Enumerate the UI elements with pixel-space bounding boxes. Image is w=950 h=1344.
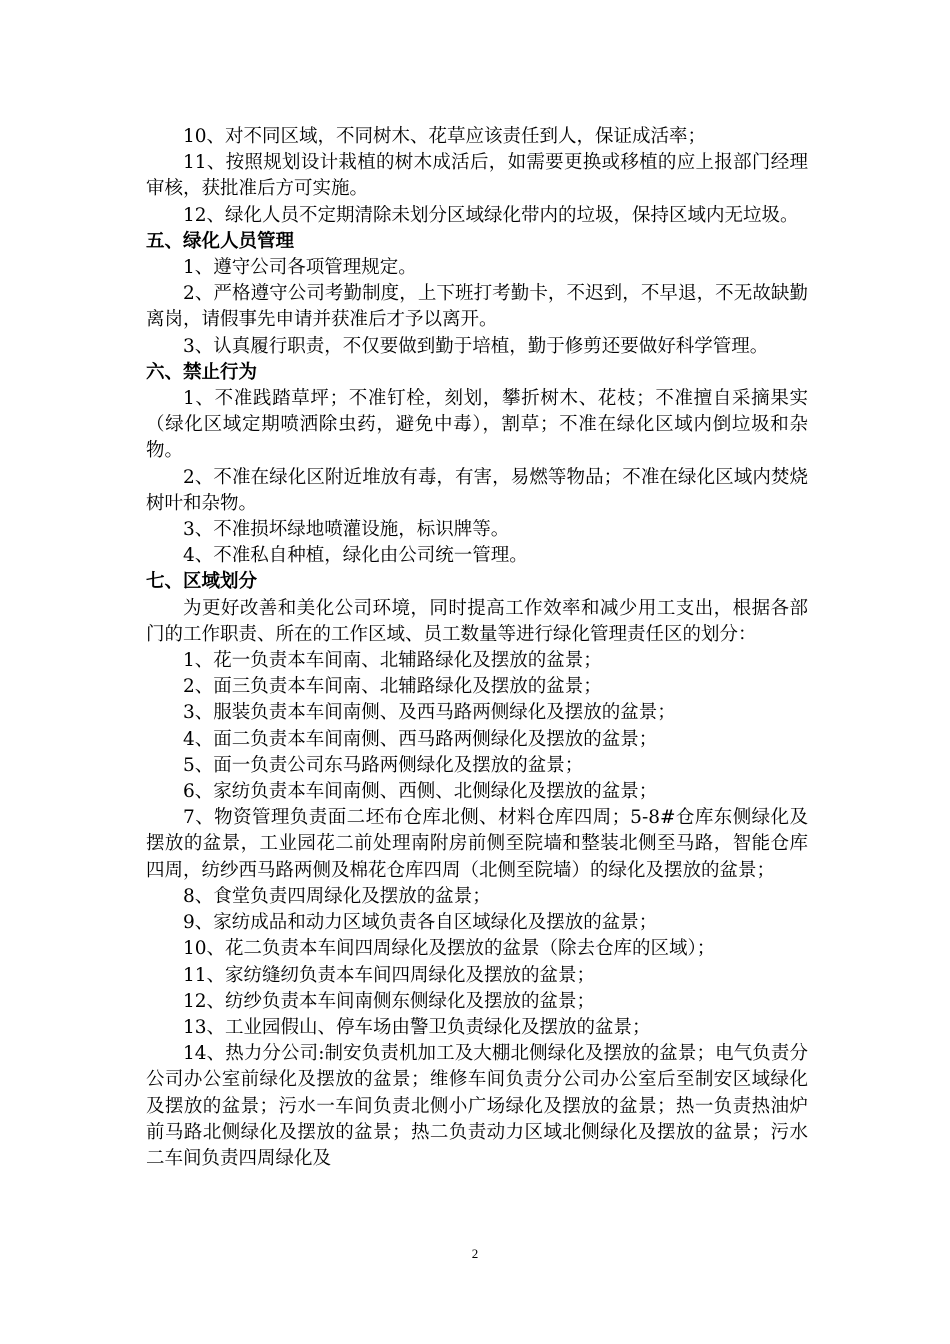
page-number: 2 (471, 1246, 479, 1261)
paragraph: 7、物资管理负责面二坯布仓库北侧、材料仓库四周；5-8#仓库东侧绿化及摆放的盆景，工业园花二前处理南附房前侧至院墙和整装北侧至马路，智能仓库四周，纺纱西马路两侧及棉花仓库四周（北侧至院墙）的绿化及摆放的盆景； (146, 807, 808, 881)
paragraph: 为更好改善和美化公司环境，同时提高工作效率和减少用工支出，根据各部门的工作职责、所在的工作区域、员工数量等进行绿化管理责任区的划分： (146, 597, 808, 645)
paragraph: 2、面三负责本车间南、北辅路绿化及摆放的盆景； (183, 676, 602, 698)
section-heading: 七、区域划分 (146, 571, 258, 593)
paragraph: 12、纺纱负责本车间南侧东侧绿化及摆放的盆景； (183, 990, 596, 1012)
paragraph: 12、绿化人员不定期清除未划分区域绿化带内的垃圾，保持区域内无垃圾。 (183, 204, 799, 226)
paragraph: 1、遵守公司各项管理规定。 (183, 257, 417, 279)
document-body (146, 124, 808, 1172)
paragraph: 14、热力分公司:制安负责机加工及大棚北侧绿化及摆放的盆景；电气负责分公司办公室前绿化及摆放的盆景；维修车间负责分公司办公室后至制安区域绿化及摆放的盆景；污水一车间负责北侧小广场绿化及摆放的盆景；热一负责热油炉前马路北侧绿化及摆放的盆景；热二负责动力区域北侧绿化及摆放的盆景；污水二车间负责四周绿化及 (146, 1043, 808, 1169)
paragraph: 9、家纺成品和动力区域负责各自区域绿化及摆放的盆景； (183, 912, 658, 934)
paragraph: 5、面一负责公司东马路两侧绿化及摆放的盆景； (183, 754, 584, 776)
paragraph: 4、面二负责本车间南侧、西马路两侧绿化及摆放的盆景； (183, 728, 658, 750)
paragraph: 13、工业园假山、停车场由警卫负责绿化及摆放的盆景； (183, 1016, 651, 1038)
paragraph: 6、家纺负责本车间南侧、西侧、北侧绿化及摆放的盆景； (183, 781, 658, 803)
section-heading: 六、禁止行为 (146, 361, 258, 383)
paragraph: 10、对不同区域，不同树木、花草应该责任到人，保证成活率； (183, 126, 707, 147)
paragraph: 8、食堂负责四周绿化及摆放的盆景； (183, 885, 491, 907)
paragraph: 3、认真履行职责，不仅要做到勤于培植，勤于修剪还要做好科学管理。 (183, 335, 769, 357)
paragraph: 10、花二负责本车间四周绿化及摆放的盆景（除去仓库的区域）； (183, 938, 716, 960)
paragraph: 1、花一负责本车间南、北辅路绿化及摆放的盆景； (183, 650, 602, 672)
paragraph: 2、不准在绿化区附近堆放有毒，有害，易燃等物品；不准在绿化区域内焚烧树叶和杂物。 (146, 466, 808, 514)
paragraph: 11、家纺缝纫负责本车间四周绿化及摆放的盆景； (183, 964, 596, 986)
paragraph: 11、按照规划设计栽植的树木成活后，如需要更换或移植的应上报部门经理审核，获批准后方可实施。 (146, 152, 808, 200)
paragraph: 2、严格遵守公司考勤制度，上下班打考勤卡，不迟到，不早退，不无故缺勤离岗，请假事先申请并获准后才予以离开。 (146, 283, 808, 331)
paragraph: 3、不准损坏绿地喷灌设施，标识牌等。 (183, 519, 510, 541)
section-heading: 五、绿化人员管理 (146, 230, 295, 252)
paragraph: 1、不准践踏草坪；不准钉栓，刻划，攀折树木、花枝；不准擅自采摘果实（绿化区域定期喷洒除虫药，避免中毒），割草；不准在绿化区域内倒垃圾和杂物。 (146, 388, 808, 462)
paragraph: 3、服装负责本车间南侧、及西马路两侧绿化及摆放的盆景； (183, 702, 676, 724)
paragraph: 4、不准私自种植，绿化由公司统一管理。 (183, 545, 528, 567)
